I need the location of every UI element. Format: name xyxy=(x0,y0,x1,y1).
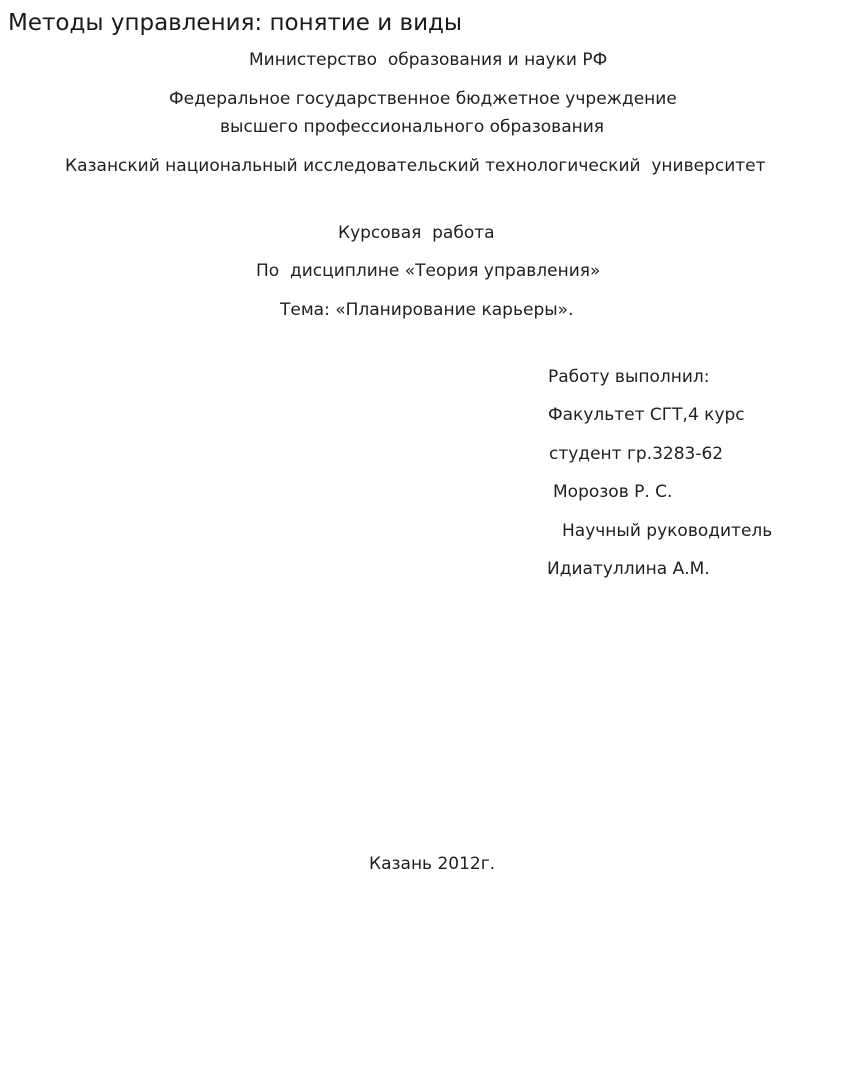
performed-by-label: Работу выполнил: xyxy=(548,367,710,387)
student-group-line: студент гр.3283-62 xyxy=(549,444,724,464)
work-type: Курсовая работа xyxy=(338,223,495,243)
student-name: Морозов Р. С. xyxy=(553,482,673,502)
page-title: Методы управления: понятие и виды xyxy=(8,10,463,36)
city-year: Казань 2012г. xyxy=(369,854,496,874)
faculty-line: Факультет СГТ,4 курс xyxy=(548,405,745,425)
topic-line: Тема: «Планирование карьеры». xyxy=(280,300,574,320)
ministry-line: Министерство образования и науки РФ xyxy=(249,50,608,70)
university-line: Казанский национальный исследовательский технологический университет xyxy=(65,156,766,176)
institution-line-2: высшего профессионального образования xyxy=(220,117,605,137)
discipline-line: По дисциплине «Теория управления» xyxy=(256,261,601,281)
supervisor-name: Идиатуллина А.М. xyxy=(547,559,710,579)
institution-line-1: Федеральное государственное бюджетное учреждение xyxy=(169,89,677,109)
supervisor-label: Научный руководитель xyxy=(562,521,773,541)
